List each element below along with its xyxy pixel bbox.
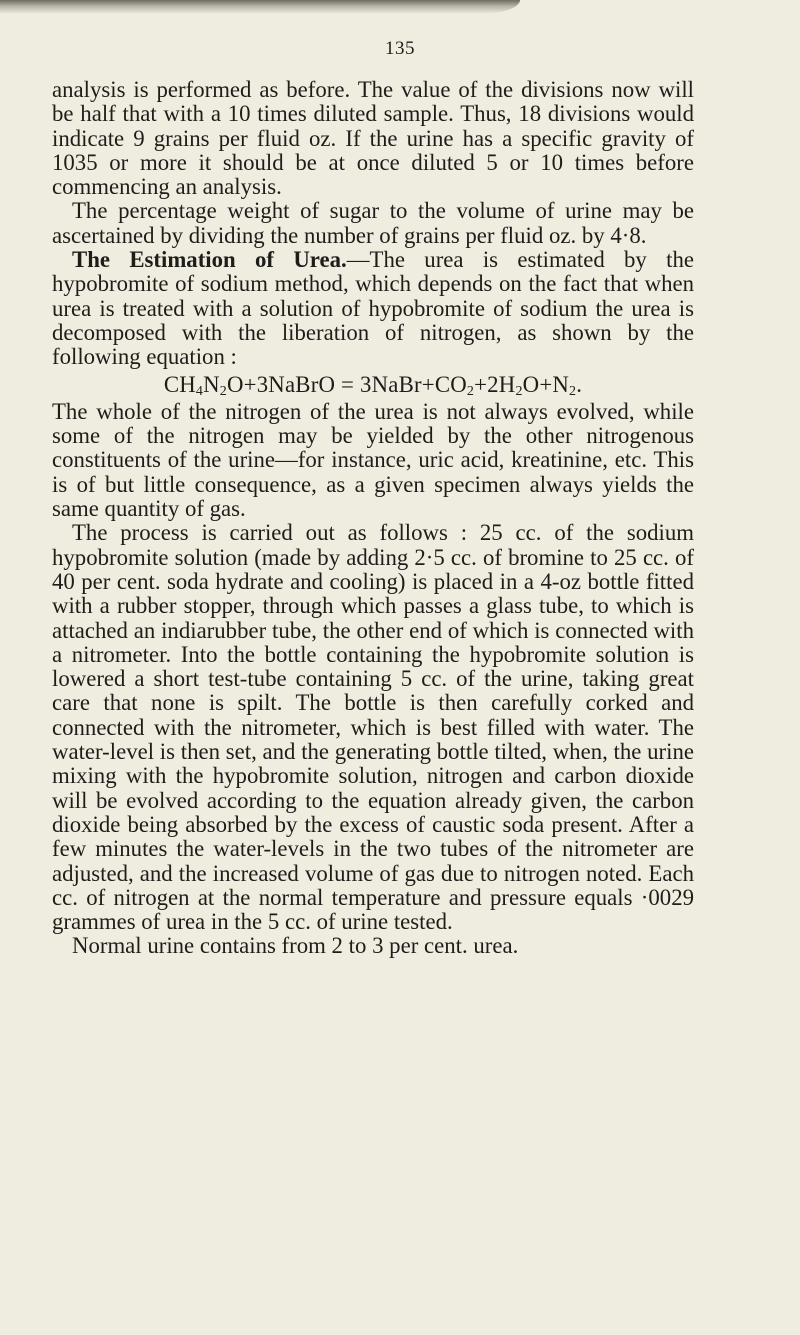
urea-estimation-text: —The urea is estimated by the hypobromite of sodium method, which depends on the fact that when urea is treated with a solution of hypobromite of sodium the urea is decomposed with the liberation of nitrogen, as shown by the following equation : bbox=[52, 247, 694, 370]
eq-subscript: 2 bbox=[569, 383, 577, 399]
paragraph-normal-urine: Normal urine contains from 2 to 3 per cent. urea. bbox=[72, 933, 519, 959]
paragraph-urea-estimation bbox=[52, 248, 694, 369]
scan-edge-shadow bbox=[0, 0, 520, 14]
eq-term: +2H bbox=[474, 371, 516, 397]
eq-subscript: 4 bbox=[195, 383, 204, 399]
eq-term: N bbox=[203, 371, 220, 397]
eq-term: 3NaBr+CO bbox=[360, 371, 467, 397]
section-heading-urea: The Estimation of Urea. bbox=[72, 247, 347, 273]
eq-subscript: 2 bbox=[219, 383, 227, 399]
page-body bbox=[52, 78, 694, 959]
eq-term: O+3NaBrO bbox=[226, 371, 336, 397]
paragraph-sugar-percentage: The percentage weight of sugar to the volume of urine may be ascertained by dividing the number of grains per fluid oz. by 4·8. bbox=[52, 198, 694, 248]
chemical-equation bbox=[52, 373, 694, 397]
page-number: 135 bbox=[385, 38, 415, 59]
eq-equals: = bbox=[335, 371, 361, 397]
eq-term: O+N bbox=[522, 371, 570, 397]
eq-subscript: 2 bbox=[466, 383, 475, 399]
eq-period: . bbox=[576, 371, 583, 397]
eq-subscript: 2 bbox=[515, 383, 523, 399]
paragraph-nitrogen-evolved: The whole of the nitrogen of the urea is not always evolved, while some of the nitrogen may be yielded by the other nitrogenous constituents of the urine—for instance, uric acid, kreatinine, etc. This is of but little consequence, as a given specimen always yields the same quantity of gas. bbox=[52, 398, 694, 522]
paragraph-process: The process is carried out as follows : 25 cc. of the sodium hypobromite solution (made by adding 2·5 cc. of bromine to 25 cc. of 40 per cent. soda hydrate and cooling) is placed in a 4-oz bottle fitted with a rubber stopper, through which passes a glass tube, to which is attached an indiarubber tube, the other end of which is connected with a nitrometer. Into the bottle containing the hypobromite solution is lowered a short test-tube containing 5 cc. of the urine, taking great care that none is spilt. The bottle is then carefully corked and connected with the nitrometer, which is best filled with water. The water-level is then set, and the generating bottle tilted, when, the urine mixing with the hypobromite solution, nitrogen and carbon dioxide will be evolved according to the equation already given, the carbon dioxide being absorbed by the excess of caustic soda present. After a few minutes the water-levels in the two tubes of the nitrometer are adjusted, and the increased volume of gas due to nitrogen noted. Each cc. of nitrogen at the normal temperature and pressure equals ·0029 grammes of urea in the 5 cc. of urine tested. bbox=[52, 520, 694, 935]
eq-term: CH bbox=[163, 371, 196, 397]
paragraph-dilution: analysis is performed as before. The value of the divisions now will be half that with a 10 times diluted sample. Thus, 18 divisions would indicate 9 grains per fluid oz. If the urine has a specific gravity of 1035 or more it should be at once diluted 5 or 10 times before commencing an analysis. bbox=[52, 77, 694, 200]
